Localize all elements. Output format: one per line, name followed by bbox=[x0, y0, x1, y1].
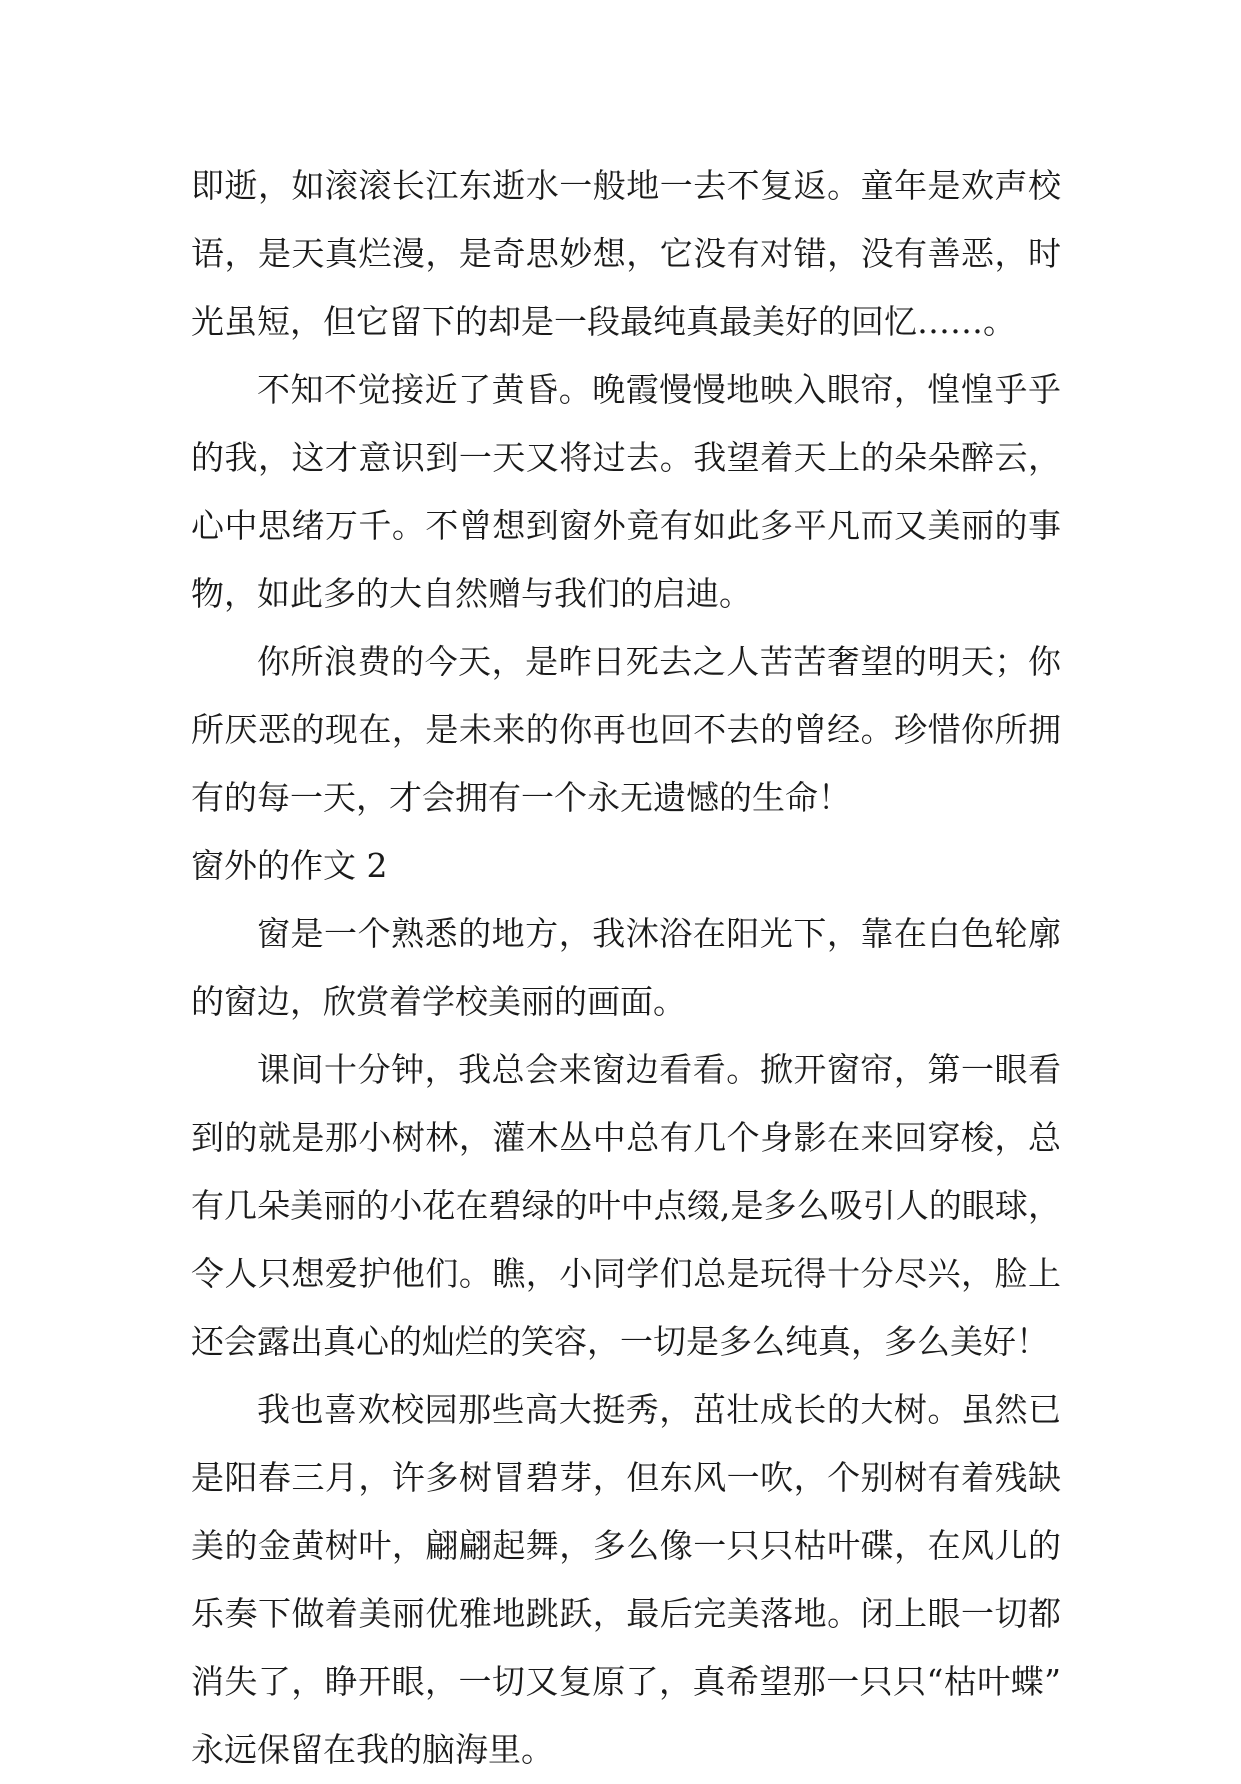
paragraph bbox=[191, 152, 1061, 356]
paragraph bbox=[191, 1036, 1061, 1376]
section-heading: 窗外的作文 2 bbox=[191, 846, 388, 885]
text-line: 即逝，如滚滚长江东逝水一般地一去不复返。童年是欢声校 bbox=[191, 166, 1061, 205]
text-line: 你所浪费的今天，是昨日死去之人苦苦奢望的明天；你 bbox=[257, 642, 1061, 681]
text-line: 的我，这才意识到一天又将过去。我望着天上的朵朵醉云， bbox=[191, 438, 1061, 477]
paragraph bbox=[191, 1376, 1061, 1784]
text-line: 乐奏下做着美丽优雅地跳跃，最后完美落地。闭上眼一切都 bbox=[191, 1594, 1061, 1633]
text-line: 语，是天真烂漫，是奇思妙想，它没有对错，没有善恶，时 bbox=[191, 234, 1061, 273]
text-line: 是阳春三月，许多树冒碧芽，但东风一吹，个别树有着残缺 bbox=[191, 1458, 1061, 1497]
text-line: 永远保留在我的脑海里。 bbox=[191, 1730, 554, 1769]
text-line: 的窗边，欣赏着学校美丽的画面。 bbox=[191, 982, 686, 1021]
text-line: 令人只想爱护他们。瞧，小同学们总是玩得十分尽兴，脸上 bbox=[191, 1254, 1061, 1293]
paragraph bbox=[191, 628, 1061, 832]
text-line: 所厌恶的现在，是未来的你再也回不去的曾经。珍惜你所拥 bbox=[191, 710, 1061, 749]
text-line: 不知不觉接近了黄昏。晚霞慢慢地映入眼帘，惶惶乎乎 bbox=[257, 370, 1061, 409]
text-line: 我也喜欢校园那些高大挺秀，茁壮成长的大树。虽然已 bbox=[257, 1390, 1061, 1429]
paragraph bbox=[191, 900, 1061, 1036]
paragraph bbox=[191, 356, 1061, 628]
text-line: 还会露出真心的灿烂的笑容，一切是多么纯真，多么美好！ bbox=[191, 1322, 1049, 1361]
text-line: 光虽短，但它留下的却是一段最纯真最美好的回忆……。 bbox=[191, 302, 1016, 341]
text-line: 窗是一个熟悉的地方，我沐浴在阳光下，靠在白色轮廓 bbox=[257, 914, 1061, 953]
text-line: 消失了，睁开眼，一切又复原了，真希望那一只只“枯叶蝶” bbox=[191, 1662, 1061, 1701]
text-line: 课间十分钟，我总会来窗边看看。掀开窗帘，第一眼看 bbox=[257, 1050, 1061, 1089]
text-line: 有的每一天，才会拥有一个永无遗憾的生命！ bbox=[191, 778, 851, 817]
text-line: 心中思绪万千。不曾想到窗外竟有如此多平凡而又美丽的事 bbox=[191, 506, 1061, 545]
document-page bbox=[191, 152, 1061, 1784]
text-line: 到的就是那小树林，灌木丛中总有几个身影在来回穿梭，总 bbox=[191, 1118, 1061, 1157]
text-line: 美的金黄树叶，翩翩起舞，多么像一只只枯叶碟，在风儿的 bbox=[191, 1526, 1061, 1565]
text-line: 物，如此多的大自然赠与我们的启迪。 bbox=[191, 574, 752, 613]
text-line: 有几朵美丽的小花在碧绿的叶中点缀,是多么吸引人的眼球， bbox=[191, 1186, 1061, 1225]
